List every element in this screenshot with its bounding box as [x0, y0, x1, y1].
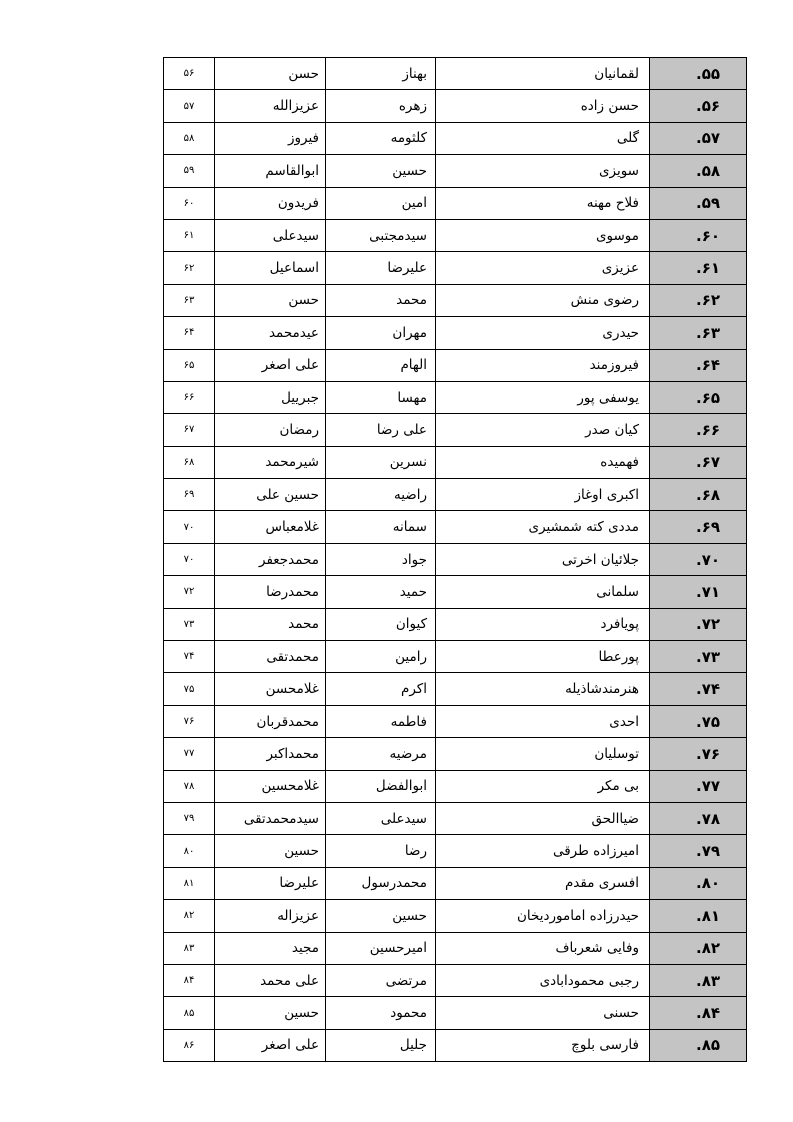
- last-name: افسری مقدم: [436, 867, 650, 899]
- father-name: فیروز: [215, 122, 326, 154]
- row-number: ۵۷.: [650, 122, 747, 154]
- last-name: پورعطا: [436, 641, 650, 673]
- father-name: حسن: [215, 284, 326, 316]
- last-name: رضوی منش: [436, 284, 650, 316]
- row-number: ۸۳.: [650, 964, 747, 996]
- roster-table: [163, 57, 747, 1062]
- last-name: احدی: [436, 705, 650, 737]
- father-name: رمضان: [215, 414, 326, 446]
- row-code: ۷۰: [164, 511, 215, 543]
- row-code: ۸۱: [164, 867, 215, 899]
- father-name: غلامعباس: [215, 511, 326, 543]
- father-name: محمدقربان: [215, 705, 326, 737]
- father-name: عزیزالله: [215, 90, 326, 122]
- father-name: حسین: [215, 835, 326, 867]
- table-row: [164, 1029, 747, 1061]
- row-code: ۷۵: [164, 673, 215, 705]
- row-code: ۷۲: [164, 576, 215, 608]
- row-code: ۵۷: [164, 90, 215, 122]
- row-number: ۸۴.: [650, 997, 747, 1029]
- last-name: هنرمندشاذیله: [436, 673, 650, 705]
- row-number: ۸۱.: [650, 900, 747, 932]
- last-name: رجبی محمودابادی: [436, 964, 650, 996]
- last-name: سویزی: [436, 155, 650, 187]
- table-row: [164, 543, 747, 575]
- last-name: وفایی شعرباف: [436, 932, 650, 964]
- last-name: لقمانیان: [436, 58, 650, 90]
- last-name: عزیزی: [436, 252, 650, 284]
- table-row: [164, 219, 747, 251]
- first-name: راضیه: [326, 479, 436, 511]
- row-code: ۵۹: [164, 155, 215, 187]
- table-row: [164, 155, 747, 187]
- father-name: ابوالقاسم: [215, 155, 326, 187]
- first-name: مهران: [326, 317, 436, 349]
- row-code: ۶۷: [164, 414, 215, 446]
- last-name: فلاح مهنه: [436, 187, 650, 219]
- row-number: ۶۷.: [650, 446, 747, 478]
- table-row: [164, 770, 747, 802]
- father-name: حسن: [215, 58, 326, 90]
- row-code: ۷۶: [164, 705, 215, 737]
- first-name: ابوالفضل: [326, 770, 436, 802]
- row-number: ۶۳.: [650, 317, 747, 349]
- table-row: [164, 284, 747, 316]
- table-row: [164, 187, 747, 219]
- row-code: ۶۹: [164, 479, 215, 511]
- table-row: [164, 58, 747, 90]
- last-name: اکبری اوغاز: [436, 479, 650, 511]
- father-name: محمدتقی: [215, 641, 326, 673]
- last-name: یوسفی پور: [436, 381, 650, 413]
- table-row: [164, 349, 747, 381]
- table-row: [164, 932, 747, 964]
- first-name: محمدرسول: [326, 867, 436, 899]
- father-name: محمد: [215, 608, 326, 640]
- row-code: ۸۲: [164, 900, 215, 932]
- row-code: ۶۰: [164, 187, 215, 219]
- roster-body: [164, 58, 747, 1062]
- row-code: ۷۷: [164, 738, 215, 770]
- table-row: [164, 381, 747, 413]
- row-number: ۷۱.: [650, 576, 747, 608]
- last-name: کیان صدر: [436, 414, 650, 446]
- last-name: جلائیان اخرتی: [436, 543, 650, 575]
- table-row: [164, 576, 747, 608]
- row-code: ۷۹: [164, 802, 215, 834]
- last-name: فارسی بلوچ: [436, 1029, 650, 1061]
- table-row: [164, 479, 747, 511]
- table-row: [164, 835, 747, 867]
- last-name: گلی: [436, 122, 650, 154]
- father-name: سیدعلی: [215, 219, 326, 251]
- father-name: حسین: [215, 997, 326, 1029]
- row-code: ۵۶: [164, 58, 215, 90]
- first-name: امیرحسین: [326, 932, 436, 964]
- row-number: ۷۵.: [650, 705, 747, 737]
- row-number: ۵۵.: [650, 58, 747, 90]
- row-number: ۸۵.: [650, 1029, 747, 1061]
- table-row: [164, 997, 747, 1029]
- row-code: ۸۴: [164, 964, 215, 996]
- table-row: [164, 252, 747, 284]
- first-name: اکرم: [326, 673, 436, 705]
- first-name: بهناز: [326, 58, 436, 90]
- first-name: حسین: [326, 155, 436, 187]
- table-row: [164, 900, 747, 932]
- row-code: ۶۳: [164, 284, 215, 316]
- father-name: علی اصغر: [215, 1029, 326, 1061]
- father-name: مجید: [215, 932, 326, 964]
- row-code: ۶۵: [164, 349, 215, 381]
- row-number: ۵۹.: [650, 187, 747, 219]
- table-row: [164, 964, 747, 996]
- first-name: زهره: [326, 90, 436, 122]
- last-name: موسوی: [436, 219, 650, 251]
- row-code: ۷۴: [164, 641, 215, 673]
- father-name: شیرمحمد: [215, 446, 326, 478]
- father-name: عیدمحمد: [215, 317, 326, 349]
- father-name: غلامحسین: [215, 770, 326, 802]
- first-name: محمود: [326, 997, 436, 1029]
- row-number: ۶۹.: [650, 511, 747, 543]
- father-name: علی اصغر: [215, 349, 326, 381]
- first-name: مرضیه: [326, 738, 436, 770]
- table-row: [164, 738, 747, 770]
- first-name: رضا: [326, 835, 436, 867]
- row-code: ۶۴: [164, 317, 215, 349]
- last-name: توسلیان: [436, 738, 650, 770]
- first-name: رامین: [326, 641, 436, 673]
- last-name: ضیاالحق: [436, 802, 650, 834]
- row-number: ۵۸.: [650, 155, 747, 187]
- table-row: [164, 641, 747, 673]
- first-name: جواد: [326, 543, 436, 575]
- row-number: ۷۲.: [650, 608, 747, 640]
- father-name: فریدون: [215, 187, 326, 219]
- first-name: فاطمه: [326, 705, 436, 737]
- row-number: ۸۰.: [650, 867, 747, 899]
- row-number: ۶۴.: [650, 349, 747, 381]
- row-number: ۶۱.: [650, 252, 747, 284]
- row-number: ۶۶.: [650, 414, 747, 446]
- father-name: غلامحسن: [215, 673, 326, 705]
- table-row: [164, 867, 747, 899]
- table-row: [164, 802, 747, 834]
- row-number: ۷۶.: [650, 738, 747, 770]
- row-number: ۷۴.: [650, 673, 747, 705]
- row-code: ۷۰: [164, 543, 215, 575]
- first-name: علی رضا: [326, 414, 436, 446]
- row-code: ۶۲: [164, 252, 215, 284]
- last-name: حیدرزاده امامورديخان: [436, 900, 650, 932]
- father-name: محمدجعفر: [215, 543, 326, 575]
- father-name: سیدمحمدتقی: [215, 802, 326, 834]
- last-name: مددی کته شمشیری: [436, 511, 650, 543]
- last-name: امیرزاده طرقی: [436, 835, 650, 867]
- first-name: جلیل: [326, 1029, 436, 1061]
- row-number: ۷۸.: [650, 802, 747, 834]
- first-name: محمد: [326, 284, 436, 316]
- row-code: ۷۸: [164, 770, 215, 802]
- row-code: ۸۰: [164, 835, 215, 867]
- first-name: نسرین: [326, 446, 436, 478]
- row-code: ۶۱: [164, 219, 215, 251]
- table-row: [164, 446, 747, 478]
- row-number: ۸۲.: [650, 932, 747, 964]
- table-row: [164, 90, 747, 122]
- row-code: ۷۳: [164, 608, 215, 640]
- table-row: [164, 511, 747, 543]
- first-name: سیدعلی: [326, 802, 436, 834]
- last-name: بی مکر: [436, 770, 650, 802]
- first-name: حسین: [326, 900, 436, 932]
- row-code: ۶۶: [164, 381, 215, 413]
- table-row: [164, 414, 747, 446]
- father-name: عزیزاله: [215, 900, 326, 932]
- row-code: ۶۸: [164, 446, 215, 478]
- first-name: مرتضی: [326, 964, 436, 996]
- first-name: امین: [326, 187, 436, 219]
- father-name: محمداکبر: [215, 738, 326, 770]
- last-name: سلمانی: [436, 576, 650, 608]
- father-name: حسین علی: [215, 479, 326, 511]
- father-name: جبرییل: [215, 381, 326, 413]
- first-name: کلثومه: [326, 122, 436, 154]
- row-number: ۷۷.: [650, 770, 747, 802]
- father-name: علی محمد: [215, 964, 326, 996]
- first-name: سیدمجتبی: [326, 219, 436, 251]
- father-name: اسماعیل: [215, 252, 326, 284]
- table-row: [164, 122, 747, 154]
- row-number: ۷۹.: [650, 835, 747, 867]
- last-name: حسن زاده: [436, 90, 650, 122]
- first-name: مهسا: [326, 381, 436, 413]
- last-name: حسنی: [436, 997, 650, 1029]
- last-name: پویافرد: [436, 608, 650, 640]
- first-name: سمانه: [326, 511, 436, 543]
- row-code: ۸۵: [164, 997, 215, 1029]
- row-number: ۶۰.: [650, 219, 747, 251]
- row-number: ۶۵.: [650, 381, 747, 413]
- first-name: الهام: [326, 349, 436, 381]
- first-name: حمید: [326, 576, 436, 608]
- row-number: ۵۶.: [650, 90, 747, 122]
- row-number: ۷۰.: [650, 543, 747, 575]
- row-code: ۵۸: [164, 122, 215, 154]
- row-code: ۸۶: [164, 1029, 215, 1061]
- last-name: حیدری: [436, 317, 650, 349]
- table-row: [164, 673, 747, 705]
- first-name: علیرضا: [326, 252, 436, 284]
- first-name: کیوان: [326, 608, 436, 640]
- row-code: ۸۳: [164, 932, 215, 964]
- table-row: [164, 608, 747, 640]
- last-name: فیروزمند: [436, 349, 650, 381]
- row-number: ۶۲.: [650, 284, 747, 316]
- father-name: علیرضا: [215, 867, 326, 899]
- row-number: ۷۳.: [650, 641, 747, 673]
- table-row: [164, 317, 747, 349]
- last-name: فهمیده: [436, 446, 650, 478]
- row-number: ۶۸.: [650, 479, 747, 511]
- father-name: محمدرضا: [215, 576, 326, 608]
- table-row: [164, 705, 747, 737]
